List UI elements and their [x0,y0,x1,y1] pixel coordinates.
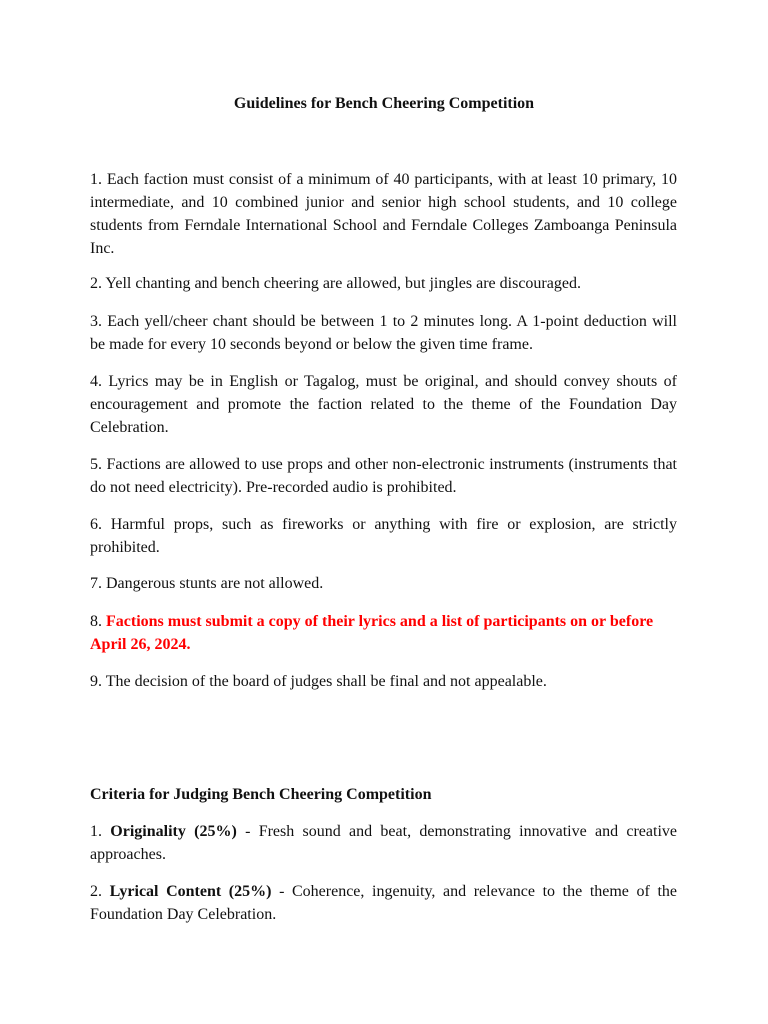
guideline-item-5: 5. Factions are allowed to use props and other non-electronic instruments (instruments that do not need electricity). Pre-recorded audio is prohibited. [90,456,677,496]
guidelines-title: Guidelines for Bench Cheering Competition [233,95,535,112]
criteria-item-1 [90,820,677,866]
guideline-item-1: 1. Each faction must consist of a minimum of 40 participants, with at least 10 primary, 10 intermediate, and 10 combined junior and senior high school students, and 10 college students from Ferndale International School and Ferndale Colleges Zamboanga Peninsula Inc. [90,171,677,257]
criteria-item-2-number: 2. [90,883,110,900]
submission-deadline-notice: Factions must submit a copy of their lyrics and a list of participants on or before April 26, 2024. [90,613,654,653]
criteria-item-1-name: Originality (25%) [110,823,237,840]
criteria-item-2-description: - Coherence, ingenuity, and relevance to the theme of the Foundation Day Celebration. [90,883,677,923]
criteria-item-1-number: 1. [90,823,111,840]
criteria-item-1-description: - Fresh sound and beat, demonstrating innovative and creative approaches. [90,823,678,863]
guideline-item-7: 7. Dangerous stunts are not allowed. [90,575,324,592]
criteria-item-2 [90,880,677,926]
guideline-item-3: 3. Each yell/cheer chant should be between 1 to 2 minutes long. A 1-point deduction will be made for every 10 seconds beyond or below the given time frame. [90,313,677,353]
guideline-item-2: 2. Yell chanting and bench cheering are allowed, but jingles are discouraged. [90,275,581,292]
guideline-item-8-number: 8. [90,613,106,630]
criteria-heading: Criteria for Judging Bench Cheering Competition [90,786,432,803]
guideline-item-9: 9. The decision of the board of judges shall be final and not appealable. [90,673,547,690]
criteria-item-2-name: Lyrical Content (25%) [109,883,272,900]
guideline-item-4: 4. Lyrics may be in English or Tagalog, must be original, and should convey shouts of encouragement and promote the faction related to the theme of the Foundation Day Celebration. [90,373,677,436]
guideline-item-6: 6. Harmful props, such as fireworks or anything with fire or explosion, are strictly prohibited. [90,516,677,556]
guideline-item-8 [90,610,677,656]
